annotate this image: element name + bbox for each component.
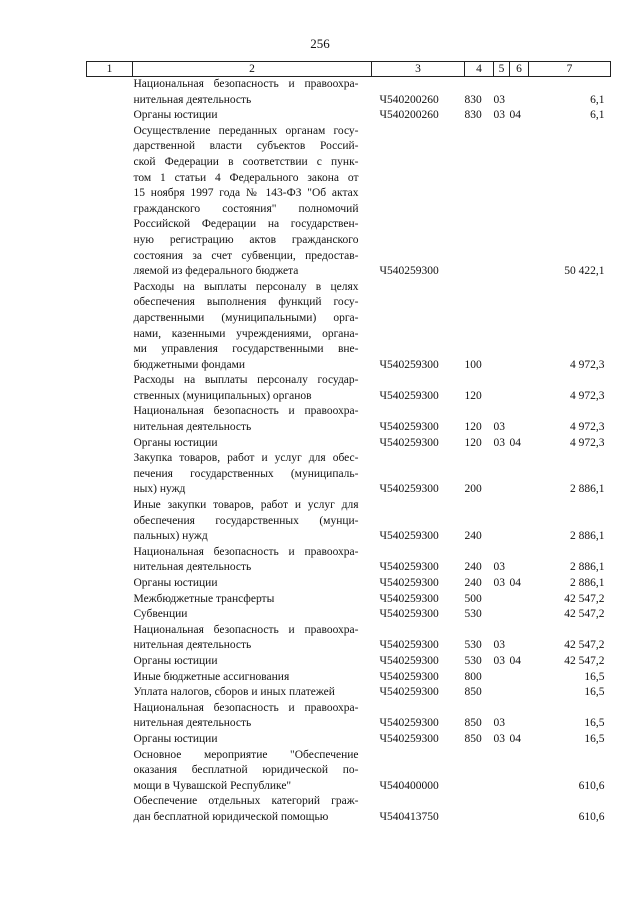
description-line: ми управления государственными вне-: [133, 343, 359, 356]
row-target-article: Ч540259300: [379, 483, 439, 496]
description-line: нами, казенными учреждениями, органа-: [133, 327, 359, 340]
row-expense-type: 500: [464, 592, 482, 605]
budget-table: [86, 61, 611, 826]
row-subsection: [510, 670, 529, 686]
description-line: Иные закупки товаров, работ и услуг для: [133, 499, 359, 512]
row-expense-type: 120: [464, 436, 482, 449]
description-line: 15 ноября 1997 года № 143-ФЗ "Об актах: [133, 187, 359, 200]
description-line: нительная деятельность: [133, 717, 252, 730]
row-amount: 6,1: [590, 109, 605, 122]
row-subsection: [510, 451, 529, 498]
row-description: [87, 404, 372, 435]
row-description: [87, 623, 372, 654]
row-subsection: 04: [509, 436, 521, 449]
row-section: [494, 685, 510, 701]
table-row: [87, 77, 611, 109]
description-line: Расходы на выплаты персоналу в целях: [133, 280, 359, 293]
header-col-6: 6: [510, 62, 529, 77]
description-line: Органы юстиции: [133, 654, 218, 667]
row-target-article: Ч540259300: [379, 639, 439, 652]
table-row: [87, 592, 611, 608]
table-row: [87, 373, 611, 404]
row-subsection: [510, 607, 529, 623]
description-line: дарственными (муниципальными) орга-: [133, 311, 359, 324]
row-description: [87, 794, 372, 825]
row-subsection: 04: [509, 577, 521, 589]
row-expense-type: 850: [464, 717, 482, 730]
page-number: 256: [310, 36, 330, 51]
row-subsection: 04: [509, 654, 521, 667]
description-line: Национальная безопасность и правоохра-: [133, 78, 359, 90]
row-expense-type: [465, 124, 494, 280]
description-line: нительная деятельность: [133, 93, 252, 106]
row-subsection: [510, 545, 529, 576]
description-line: Органы юстиции: [133, 577, 218, 589]
header-col-4: 4: [465, 62, 494, 77]
row-subsection: 04: [509, 732, 521, 745]
description-line: Уплата налогов, сборов и иных платежей: [133, 686, 335, 699]
description-line: том 1 статьи 4 Федерального закона от: [133, 171, 359, 184]
row-description: [87, 280, 372, 374]
row-amount: 16,5: [584, 670, 605, 683]
table-row: [87, 280, 611, 374]
row-description: [87, 498, 372, 545]
row-description: [87, 701, 372, 732]
description-line: Национальная безопасность и правоохра-: [133, 405, 359, 418]
description-line: Расходы на выплаты персоналу государ-: [133, 374, 359, 387]
table-row: [87, 576, 611, 592]
row-section: [494, 592, 510, 608]
description-line: Основное мероприятие "Обеспечение: [133, 748, 359, 761]
row-description: [87, 576, 372, 592]
row-expense-type: 850: [464, 732, 482, 745]
row-description: [87, 654, 372, 670]
row-amount: 4 972,3: [570, 358, 605, 371]
row-section: 03: [493, 109, 505, 122]
row-target-article: Ч540259300: [379, 608, 439, 621]
row-section: [494, 670, 510, 686]
table-row: [87, 748, 611, 795]
row-target-article: Ч540400000: [379, 779, 439, 792]
table-row: [87, 701, 611, 732]
row-expense-type: 530: [464, 654, 482, 667]
table-row: [87, 108, 611, 124]
row-amount: 2 886,1: [570, 530, 605, 543]
row-expense-type: 240: [464, 561, 482, 574]
description-line: нительная деятельность: [133, 561, 252, 574]
row-amount: 50 422,1: [564, 265, 605, 278]
row-target-article: Ч540259300: [379, 530, 439, 543]
table-body: [87, 77, 611, 826]
row-expense-type: 240: [464, 530, 482, 543]
description-line: Закупка товаров, работ и услуг для обес-: [133, 452, 359, 465]
row-amount: 42 547,2: [564, 654, 605, 667]
table-row: [87, 607, 611, 623]
row-description: [87, 732, 372, 748]
row-target-article: Ч540259300: [379, 670, 439, 683]
row-section: 03: [493, 421, 505, 434]
row-section: 03: [493, 639, 505, 652]
table-row: [87, 732, 611, 748]
row-subsection: [510, 794, 529, 825]
row-target-article: Ч540200260: [379, 109, 439, 122]
row-subsection: [510, 77, 529, 109]
header-col-1: 1: [87, 62, 133, 77]
row-amount: 610,6: [578, 779, 605, 792]
row-amount: 6,1: [590, 93, 605, 106]
description-line: ную регистрацию актов гражданского: [133, 233, 359, 246]
table-row: [87, 436, 611, 452]
row-description: [87, 451, 372, 498]
row-amount: 42 547,2: [564, 639, 605, 652]
row-amount: 16,5: [584, 686, 605, 699]
row-amount: 2 886,1: [570, 561, 605, 574]
row-target-article: Ч540259300: [379, 421, 439, 434]
row-expense-type: 200: [464, 483, 482, 496]
header-col-5: 5: [494, 62, 510, 77]
row-target-article: Ч540259300: [379, 654, 439, 667]
row-subsection: [510, 373, 529, 404]
table-row: [87, 670, 611, 686]
description-line: Национальная безопасность и правоохра-: [133, 701, 359, 714]
description-line: Органы юстиции: [133, 109, 218, 122]
description-line: нительная деятельность: [133, 639, 252, 652]
row-section: 03: [493, 732, 505, 745]
row-target-article: Ч540259300: [379, 389, 439, 402]
description-line: ных) нужд: [133, 483, 186, 496]
description-line: обеспечения выполнения функций госу-: [133, 296, 359, 309]
table-row: [87, 404, 611, 435]
row-subsection: [510, 592, 529, 608]
description-line: дарственной власти субъектов Россий-: [133, 140, 359, 153]
row-expense-type: 530: [464, 608, 482, 621]
description-line: оказания бесплатной юридической по-: [133, 764, 359, 777]
row-amount: 16,5: [584, 717, 605, 730]
row-subsection: [510, 623, 529, 654]
row-section: [494, 794, 510, 825]
row-target-article: Ч540413750: [379, 810, 439, 823]
table-row: [87, 654, 611, 670]
row-description: [87, 670, 372, 686]
row-subsection: 04: [509, 109, 521, 122]
row-section: [494, 280, 510, 374]
row-amount: 16,5: [584, 732, 605, 745]
row-section: 03: [493, 93, 505, 106]
row-amount: 2 886,1: [570, 577, 605, 589]
row-amount: 4 972,3: [570, 436, 605, 449]
row-expense-type: [465, 794, 494, 825]
row-amount: 4 972,3: [570, 389, 605, 402]
description-line: Иные бюджетные ассигнования: [133, 670, 290, 683]
description-line: ственных (муниципальных) органов: [133, 389, 312, 402]
row-expense-type: 530: [464, 639, 482, 652]
row-subsection: [510, 748, 529, 795]
row-subsection: [510, 701, 529, 732]
row-section: 03: [493, 654, 505, 667]
row-expense-type: 120: [464, 389, 482, 402]
row-description: [87, 436, 372, 452]
description-line: печения государственных (муниципаль-: [133, 467, 359, 480]
description-line: Осуществление переданных органам госу-: [133, 124, 359, 137]
row-target-article: Ч540259300: [379, 358, 439, 371]
row-description: [87, 373, 372, 404]
description-line: Субвенции: [133, 608, 188, 621]
table-row: [87, 794, 611, 825]
row-description: [87, 592, 372, 608]
description-line: пальных) нужд: [133, 530, 208, 543]
description-line: нительная деятельность: [133, 421, 252, 434]
header-col-7: 7: [529, 62, 611, 77]
description-line: Национальная безопасность и правоохра-: [133, 623, 359, 636]
header-col-3: 3: [372, 62, 465, 77]
description-line: Межбюджетные трансферты: [133, 592, 275, 605]
row-description: [87, 124, 372, 280]
row-section: [494, 498, 510, 545]
row-expense-type: 830: [464, 93, 482, 106]
row-section: 03: [493, 577, 505, 589]
description-line: Национальная безопасность и правоохра-: [133, 545, 359, 558]
description-line: Органы юстиции: [133, 732, 218, 745]
row-section: 03: [493, 717, 505, 730]
header-row: [87, 62, 611, 77]
row-target-article: Ч540259300: [379, 732, 439, 745]
row-subsection: [510, 404, 529, 435]
row-section: [494, 124, 510, 280]
description-line: ляемой из федерального бюджета: [133, 265, 299, 278]
description-line: мощи в Чувашской Республике": [133, 779, 292, 792]
row-target-article: Ч540259300: [379, 686, 439, 699]
table-row: [87, 498, 611, 545]
row-target-article: Ч540259300: [379, 561, 439, 574]
table-row: [87, 451, 611, 498]
row-expense-type: 830: [464, 109, 482, 122]
table-row: [87, 545, 611, 576]
row-expense-type: 850: [464, 686, 482, 699]
row-amount: 610,6: [578, 810, 605, 823]
row-target-article: Ч540259300: [379, 717, 439, 730]
table-header: [87, 62, 611, 77]
row-expense-type: 100: [464, 358, 482, 371]
description-line: обеспечения государственных (мунци-: [133, 514, 359, 527]
row-description: [87, 545, 372, 576]
row-subsection: [510, 280, 529, 374]
description-line: гражданского состояния" полномочий: [133, 202, 359, 215]
description-line: Российской Федерации на государствен-: [133, 218, 359, 231]
description-line: Органы юстиции: [133, 436, 218, 449]
table-row: [87, 623, 611, 654]
row-expense-type: 800: [464, 670, 482, 683]
row-description: [87, 607, 372, 623]
row-description: [87, 77, 372, 109]
row-expense-type: [465, 748, 494, 795]
table-row: [87, 685, 611, 701]
row-amount: 42 547,2: [564, 592, 605, 605]
row-section: [494, 607, 510, 623]
row-subsection: [510, 685, 529, 701]
description-line: бюджетными фондами: [133, 358, 246, 371]
row-subsection: [510, 124, 529, 280]
row-section: [494, 373, 510, 404]
row-amount: 2 886,1: [570, 483, 605, 496]
description-line: состояния за счет субвенции, предостав-: [133, 249, 359, 262]
description-line: дан бесплатной юридической помощью: [133, 810, 329, 823]
description-line: Обеспечение отдельных категорий граж-: [133, 795, 359, 808]
row-amount: 4 972,3: [570, 421, 605, 434]
row-target-article: Ч540259300: [379, 265, 439, 278]
row-target-article: Ч540259300: [379, 592, 439, 605]
row-section: [494, 748, 510, 795]
description-line: ской Федерации в соответствии с пунк-: [133, 155, 359, 168]
row-amount: 42 547,2: [564, 608, 605, 621]
row-target-article: Ч540200260: [379, 93, 439, 106]
header-col-2: 2: [133, 62, 372, 77]
row-section: 03: [493, 436, 505, 449]
row-target-article: Ч540259300: [379, 436, 439, 449]
row-expense-type: 240: [464, 577, 482, 589]
row-expense-type: 120: [464, 421, 482, 434]
table-row: [87, 124, 611, 280]
row-description: [87, 685, 372, 701]
row-section: [494, 451, 510, 498]
row-target-article: Ч540259300: [379, 577, 439, 589]
row-subsection: [510, 498, 529, 545]
row-description: [87, 108, 372, 124]
row-section: 03: [493, 561, 505, 574]
row-description: [87, 748, 372, 795]
